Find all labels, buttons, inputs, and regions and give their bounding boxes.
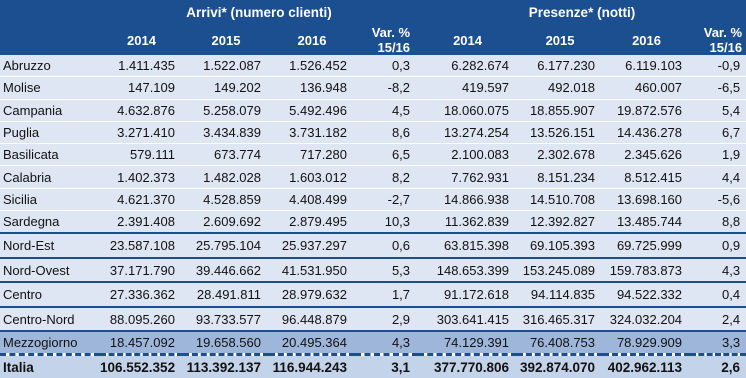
- cell-arrivals-2015: 2.609.692: [183, 211, 269, 234]
- cell-presences-2014: 2.100.083: [418, 144, 517, 166]
- cell-arrivals-2014: 4.621.370: [100, 188, 183, 210]
- cell-arrivals-2015: 19.658.560: [183, 331, 269, 355]
- cell-presences-2014: 11.362.839: [418, 211, 517, 234]
- cell-presences-var: 6,7: [690, 121, 746, 143]
- cell-arrivals-var: 0,6: [355, 233, 418, 258]
- cell-arrivals-2014: 23.587.108: [100, 233, 183, 258]
- cell-presences-2016: 14.436.278: [603, 121, 690, 143]
- cell-presences-2016: 8.512.415: [603, 166, 690, 188]
- cell-region-name: Centro: [0, 282, 100, 307]
- cell-arrivals-2016: 1.526.452: [269, 55, 355, 77]
- cell-region-name: Basilicata: [0, 144, 100, 166]
- cell-presences-2016: 460.007: [603, 77, 690, 99]
- cell-arrivals-2014: 88.095.260: [100, 307, 183, 332]
- cell-presences-2015: 13.526.151: [517, 121, 603, 143]
- table-row: [0, 307, 746, 332]
- cell-arrivals-var: 10,3: [355, 211, 418, 234]
- cell-arrivals-2016: 136.948: [269, 77, 355, 99]
- cell-presences-2016: 6.119.103: [603, 55, 690, 77]
- cell-arrivals-2016: 5.492.496: [269, 99, 355, 121]
- cell-presences-var: 1,9: [690, 144, 746, 166]
- cell-presences-var: 0,9: [690, 233, 746, 258]
- table-row: [0, 188, 746, 210]
- cell-region-name: Centro-Nord: [0, 307, 100, 332]
- cell-presences-2015: 6.177.230: [517, 55, 603, 77]
- cell-presences-2015: 316.465.317: [517, 307, 603, 332]
- table-row: [0, 331, 746, 355]
- cell-arrivals-2015: 1.522.087: [183, 55, 269, 77]
- var-label-line2: 15/16: [377, 40, 411, 55]
- cell-arrivals-2016: 20.495.364: [269, 331, 355, 355]
- cell-arrivals-2014: 147.109: [100, 77, 183, 99]
- cell-presences-var: 2,4: [690, 307, 746, 332]
- cell-presences-2016: 13.485.744: [603, 211, 690, 234]
- presences-group-header: Presenze* (notti): [418, 0, 746, 25]
- col-header-presences-var: [690, 25, 746, 55]
- col-header-arrivals-var: [355, 25, 418, 55]
- cell-arrivals-var: 4,5: [355, 99, 418, 121]
- cell-arrivals-2015: 93.733.577: [183, 307, 269, 332]
- cell-presences-2014: 18.060.075: [418, 99, 517, 121]
- cell-arrivals-2014: 106.552.352: [100, 355, 183, 378]
- col-header-arrivals-2016: 2016: [269, 25, 355, 55]
- table-row: [0, 121, 746, 143]
- cell-arrivals-2014: 1.411.435: [100, 55, 183, 77]
- cell-presences-var: 0,4: [690, 282, 746, 307]
- table-row: [0, 144, 746, 166]
- cell-arrivals-2014: 18.457.092: [100, 331, 183, 355]
- cell-presences-2014: 6.282.674: [418, 55, 517, 77]
- cell-presences-2016: 78.929.909: [603, 331, 690, 355]
- cell-arrivals-2015: 25.795.104: [183, 233, 269, 258]
- cell-arrivals-2016: 116.944.243: [269, 355, 355, 378]
- cell-presences-2015: 18.855.907: [517, 99, 603, 121]
- cell-presences-2014: 63.815.398: [418, 233, 517, 258]
- cell-arrivals-2015: 113.392.137: [183, 355, 269, 378]
- table-row: [0, 258, 746, 283]
- cell-presences-2015: 8.151.234: [517, 166, 603, 188]
- table-header: [0, 0, 746, 55]
- cell-arrivals-2015: 4.528.859: [183, 188, 269, 210]
- cell-presences-var: 3,3: [690, 331, 746, 355]
- arrivals-group-header: Arrivi* (numero clienti): [100, 0, 418, 25]
- var-label-line2: 15/16: [709, 40, 743, 55]
- cell-arrivals-2016: 3.731.182: [269, 121, 355, 143]
- cell-presences-2016: 402.962.113: [603, 355, 690, 378]
- col-header-presences-2015: 2015: [517, 25, 603, 55]
- cell-arrivals-var: -2,7: [355, 188, 418, 210]
- cell-presences-2016: 159.783.873: [603, 258, 690, 283]
- cell-arrivals-2014: 2.391.408: [100, 211, 183, 234]
- cell-arrivals-2014: 3.271.410: [100, 121, 183, 143]
- cell-arrivals-2015: 28.491.811: [183, 282, 269, 307]
- cell-presences-var: -5,6: [690, 188, 746, 210]
- cell-arrivals-var: 4,3: [355, 331, 418, 355]
- cell-arrivals-2016: 41.531.950: [269, 258, 355, 283]
- cell-arrivals-2016: 1.603.012: [269, 166, 355, 188]
- cell-arrivals-2015: 39.446.662: [183, 258, 269, 283]
- table-row: [0, 282, 746, 307]
- cell-presences-var: 2,6: [690, 355, 746, 378]
- cell-region-name: Puglia: [0, 121, 100, 143]
- cell-region-name: Italia: [0, 355, 100, 378]
- cell-presences-var: 4,4: [690, 166, 746, 188]
- cell-presences-2014: 13.274.254: [418, 121, 517, 143]
- cell-presences-2014: 7.762.931: [418, 166, 517, 188]
- cell-region-name: Sardegna: [0, 211, 100, 234]
- cell-arrivals-2014: 579.111: [100, 144, 183, 166]
- cell-region-name: Sicilia: [0, 188, 100, 210]
- cell-arrivals-2014: 4.632.876: [100, 99, 183, 121]
- cell-presences-2015: 2.302.678: [517, 144, 603, 166]
- header-group-row: [0, 0, 746, 25]
- cell-arrivals-2014: 27.336.362: [100, 282, 183, 307]
- cell-presences-2014: 148.653.399: [418, 258, 517, 283]
- table-row: [0, 55, 746, 77]
- cell-presences-2014: 74.129.391: [418, 331, 517, 355]
- table-row: [0, 233, 746, 258]
- cell-arrivals-var: 8,6: [355, 121, 418, 143]
- cell-presences-2014: 91.172.618: [418, 282, 517, 307]
- cell-presences-2016: 94.522.332: [603, 282, 690, 307]
- col-header-presences-2016: 2016: [603, 25, 690, 55]
- header-columns-row: [0, 25, 746, 55]
- cell-arrivals-2015: 5.258.079: [183, 99, 269, 121]
- header-corner-2: [0, 25, 100, 55]
- cell-region-name: Nord-Est: [0, 233, 100, 258]
- cell-arrivals-var: -8,2: [355, 77, 418, 99]
- cell-presences-2015: 12.392.827: [517, 211, 603, 234]
- cell-arrivals-2016: 4.408.499: [269, 188, 355, 210]
- table-row: [0, 99, 746, 121]
- table-row: [0, 77, 746, 99]
- cell-arrivals-var: 6,5: [355, 144, 418, 166]
- cell-arrivals-2016: 2.879.495: [269, 211, 355, 234]
- cell-presences-2014: 303.641.415: [418, 307, 517, 332]
- cell-presences-2016: 69.725.999: [603, 233, 690, 258]
- table-body: [0, 55, 746, 378]
- cell-region-name: Molise: [0, 77, 100, 99]
- cell-presences-2014: 377.770.806: [418, 355, 517, 378]
- cell-presences-2015: 94.114.835: [517, 282, 603, 307]
- cell-presences-var: 8,8: [690, 211, 746, 234]
- cell-arrivals-2016: 25.937.297: [269, 233, 355, 258]
- cell-arrivals-var: 2,9: [355, 307, 418, 332]
- cell-presences-2015: 69.105.393: [517, 233, 603, 258]
- cell-presences-2014: 14.866.938: [418, 188, 517, 210]
- cell-presences-2016: 13.698.160: [603, 188, 690, 210]
- cell-arrivals-2015: 149.202: [183, 77, 269, 99]
- cell-arrivals-2015: 673.774: [183, 144, 269, 166]
- cell-presences-2015: 153.245.089: [517, 258, 603, 283]
- cell-presences-var: 4,3: [690, 258, 746, 283]
- col-header-arrivals-2015: 2015: [183, 25, 269, 55]
- cell-arrivals-2016: 96.448.879: [269, 307, 355, 332]
- cell-presences-2015: 76.408.753: [517, 331, 603, 355]
- cell-presences-2016: 324.032.204: [603, 307, 690, 332]
- table-row: [0, 355, 746, 378]
- cell-region-name: Calabria: [0, 166, 100, 188]
- cell-arrivals-2014: 37.171.790: [100, 258, 183, 283]
- cell-arrivals-2016: 28.979.632: [269, 282, 355, 307]
- table-row: [0, 166, 746, 188]
- cell-arrivals-2016: 717.280: [269, 144, 355, 166]
- col-header-presences-2014: 2014: [418, 25, 517, 55]
- col-header-arrivals-2014: 2014: [100, 25, 183, 55]
- cell-presences-var: 5,4: [690, 99, 746, 121]
- cell-presences-2014: 419.597: [418, 77, 517, 99]
- cell-arrivals-var: 8,2: [355, 166, 418, 188]
- cell-arrivals-var: 1,7: [355, 282, 418, 307]
- cell-presences-2015: 392.874.070: [517, 355, 603, 378]
- cell-presences-2016: 2.345.626: [603, 144, 690, 166]
- cell-arrivals-2015: 3.434.839: [183, 121, 269, 143]
- cell-arrivals-var: 0,3: [355, 55, 418, 77]
- cell-region-name: Abruzzo: [0, 55, 100, 77]
- cell-presences-var: -0,9: [690, 55, 746, 77]
- cell-arrivals-var: 3,1: [355, 355, 418, 378]
- table-row: [0, 211, 746, 234]
- cell-presences-2016: 19.872.576: [603, 99, 690, 121]
- header-corner: [0, 0, 100, 25]
- cell-arrivals-2014: 1.402.373: [100, 166, 183, 188]
- cell-region-name: Campania: [0, 99, 100, 121]
- cell-presences-2015: 492.018: [517, 77, 603, 99]
- cell-region-name: Nord-Ovest: [0, 258, 100, 283]
- cell-arrivals-var: 5,3: [355, 258, 418, 283]
- cell-arrivals-2015: 1.482.028: [183, 166, 269, 188]
- var-label-line1: Var. %: [371, 25, 411, 40]
- var-label-line1: Var. %: [703, 25, 743, 40]
- cell-presences-2015: 14.510.708: [517, 188, 603, 210]
- cell-region-name: Mezzogiorno: [0, 331, 100, 355]
- cell-presences-var: -6,5: [690, 77, 746, 99]
